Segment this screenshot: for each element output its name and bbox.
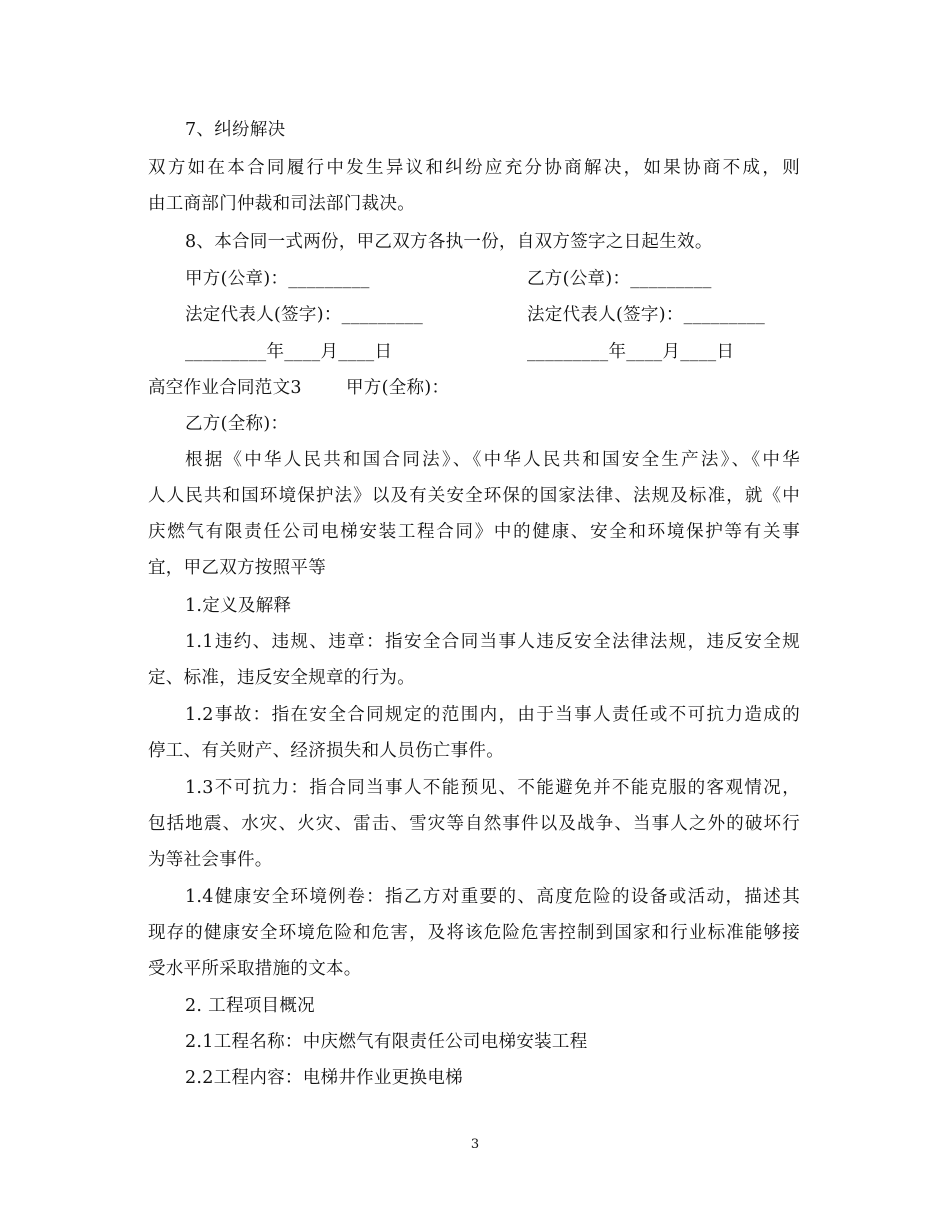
party-a-seal-field: 甲方(公章)：_________	[185, 269, 370, 289]
section-3-party-b: 乙方(全称)：	[185, 414, 289, 434]
party-b-date-field: _________年____月____日	[527, 342, 735, 362]
clause-8-text: 8、本合同一式两份，甲乙双方各执一份，自双方签字之日起生效。	[185, 232, 713, 252]
page-number: 3	[470, 1137, 480, 1152]
definitions-heading: 1.定义及解释	[185, 596, 292, 616]
project-name-line: 2.1工程名称：中庆燃气有限责任公司电梯安装工程	[185, 1032, 588, 1052]
clause-7-heading: 7、纠纷解决	[185, 120, 286, 140]
party-b-seal-field: 乙方(公章)：_________	[527, 269, 712, 289]
definition-1-4-line-2: 现存的健康安全环境危险和危害，及将该危险危害控制到国家和行业标准能够接	[148, 923, 800, 943]
section-3-body-line: 人人民共和国环境保护法》以及有关安全环保的国家法律、法规及标准，就《中	[148, 486, 800, 506]
definition-1-3-line-2: 包括地震、水灾、火灾、雷击、雪灾等自然事件以及战争、当事人之外的破坏行	[148, 814, 800, 834]
definition-1-4-line-3: 受水平所采取措施的文本。	[148, 959, 362, 979]
party-a-rep-field: 法定代表人(签字)：_________	[185, 305, 424, 325]
project-content-line: 2.2工程内容：电梯井作业更换电梯	[185, 1068, 463, 1088]
definition-1-3-line-1: 1.3不可抗力：指合同当事人不能预见、不能避免并不能克服的客观情况，	[185, 778, 800, 798]
clause-7-text-line-2: 由工商部门仲裁和司法部门裁决。	[148, 194, 415, 214]
definition-1-1-line-2: 定、标准，违反安全规章的行为。	[148, 668, 415, 688]
project-overview-heading: 2. 工程项目概况	[185, 996, 315, 1016]
definition-1-1-line-1: 1.1违约、违规、违章：指安全合同当事人违反安全法律法规，违反安全规	[185, 632, 800, 652]
section-3-body-line: 根据《中华人民共和国合同法》、《中华人民共和国安全生产法》、《中华	[185, 450, 800, 470]
section-3-body-line: 庆燃气有限责任公司电梯安装工程合同》中的健康、安全和环境保护等有关事	[148, 522, 800, 542]
definition-1-3-line-3: 为等社会事件。	[148, 850, 273, 870]
section-3-title: 高空作业合同范文3	[148, 378, 302, 398]
party-a-date-field: _________年____月____日	[185, 342, 393, 362]
section-3-body-line: 宜，甲乙双方按照平等	[148, 558, 326, 578]
definition-1-2-line-2: 停工、有关财产、经济损失和人员伤亡事件。	[148, 741, 504, 761]
section-3-party-a: 甲方(全称)：	[346, 378, 450, 398]
definition-1-2-line-1: 1.2事故：指在安全合同规定的范围内，由于当事人责任或不可抗力造成的	[185, 705, 800, 725]
definition-1-4-line-1: 1.4健康安全环境例卷：指乙方对重要的、高度危险的设备或活动，描述其	[185, 887, 800, 907]
clause-7-text-line-1: 双方如在本合同履行中发生异议和纠纷应充分协商解决，如果协商不成，则	[148, 158, 800, 178]
party-b-rep-field: 法定代表人(签字)：_________	[527, 305, 766, 325]
